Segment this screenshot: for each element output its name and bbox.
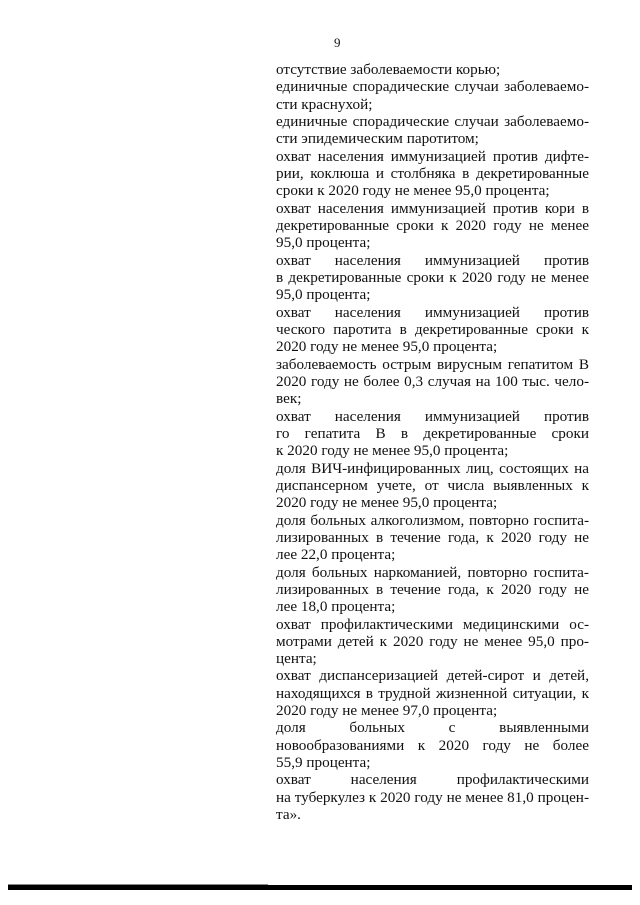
text-line: охват профилактическими медицинскими ос- — [276, 615, 589, 633]
text-line: рии, коклюша и столбняка в декретированные — [276, 164, 589, 182]
text-line: к 2020 году не менее 95,0 процента; — [276, 442, 509, 460]
text-line: доля больных с выявленными — [276, 719, 589, 737]
paragraph — [276, 564, 589, 616]
text-line: сти эпидемическим паротитом; — [276, 130, 479, 148]
text-line: мотрами детей к 2020 году не менее 95,0 про- — [276, 632, 589, 650]
text-line: охват населения иммунизацией против — [276, 303, 589, 321]
text-line: охват населения иммунизацией против — [276, 251, 589, 269]
text-line: отсутствие заболеваемости корью; — [276, 61, 501, 78]
paragraph — [276, 616, 589, 668]
paragraph — [276, 719, 589, 771]
text-line: 55,9 процента; — [276, 754, 371, 772]
text-line: находящихся в трудной жизненной ситуации, к — [276, 684, 589, 702]
paragraph — [276, 408, 589, 460]
text-line: 2020 году не менее 97,0 процента; — [276, 702, 498, 720]
text-line: на туберкулез к 2020 году не менее 81,0 процен- — [276, 788, 589, 806]
paragraph — [276, 61, 589, 78]
text-line: единичные спорадические случаи заболеваемо- — [276, 78, 589, 96]
text-line: охват населения иммунизацией против кори в — [276, 199, 589, 217]
paragraph — [276, 200, 589, 252]
text-line: заболеваемость острым вирусным гепатитом В — [276, 355, 589, 373]
paragraph — [276, 148, 589, 200]
paragraph — [276, 304, 589, 356]
text-line: диспансерном учете, от числа выявленных к — [276, 476, 589, 494]
paragraph — [276, 78, 589, 113]
text-line: 2020 году не более 0,3 случая на 100 тыс. чело- — [276, 372, 589, 390]
paragraph — [276, 771, 589, 823]
text-line: охват диспансеризацией детей-сирот и детей, — [276, 667, 589, 685]
text-line: доля ВИЧ-инфицированных лиц, состоящих на — [276, 459, 589, 477]
text-line: охват населения иммунизацией против — [276, 407, 589, 425]
text-line: го гепатита В в декретированные сроки — [276, 424, 589, 442]
text-line: лизированных в течение года, к 2020 году не — [276, 528, 589, 546]
paragraph — [276, 252, 589, 304]
text-line: новообразованиями к 2020 году не более — [276, 736, 589, 754]
text-line: лизированных в течение года, к 2020 году не — [276, 580, 589, 598]
text-line: 2020 году не менее 95,0 процента; — [276, 338, 498, 356]
text-line: лее 22,0 процента; — [276, 546, 396, 564]
paragraph — [276, 460, 589, 512]
paragraph — [276, 512, 589, 564]
text-line: цента; — [276, 650, 317, 668]
text-line: охват населения иммунизацией против дифте- — [276, 147, 589, 165]
text-line: сроки к 2020 году не менее 95,0 процента; — [276, 182, 550, 200]
text-line: сти краснухой; — [276, 95, 373, 113]
text-line: 95,0 процента; — [276, 286, 371, 304]
paragraph — [276, 113, 589, 148]
text-line: 2020 году не менее 95,0 процента; — [276, 494, 498, 512]
text-line: лее 18,0 процента; — [276, 598, 396, 616]
text-line: декретированные сроки к 2020 году не менее — [276, 216, 589, 234]
text-line: единичные спорадические случаи заболеваемо- — [276, 112, 589, 130]
text-line: ческого паротита в декретированные сроки к — [276, 320, 589, 338]
text-line: охват населения профилактическими — [276, 771, 589, 789]
paragraph — [276, 667, 589, 719]
text-line: доля больных алкоголизмом, повторно госпита- — [276, 511, 589, 529]
page-number: 9 — [334, 35, 341, 50]
text-line: 95,0 процента; — [276, 234, 371, 252]
document-body — [276, 61, 589, 823]
paragraph — [276, 356, 589, 408]
text-line: доля больных наркоманией, повторно госпита- — [276, 563, 589, 581]
page-bottom-border — [8, 885, 632, 890]
text-line: в декретированные сроки к 2020 году не менее — [276, 268, 589, 286]
text-line: век; — [276, 390, 302, 408]
text-line: та». — [276, 806, 301, 824]
